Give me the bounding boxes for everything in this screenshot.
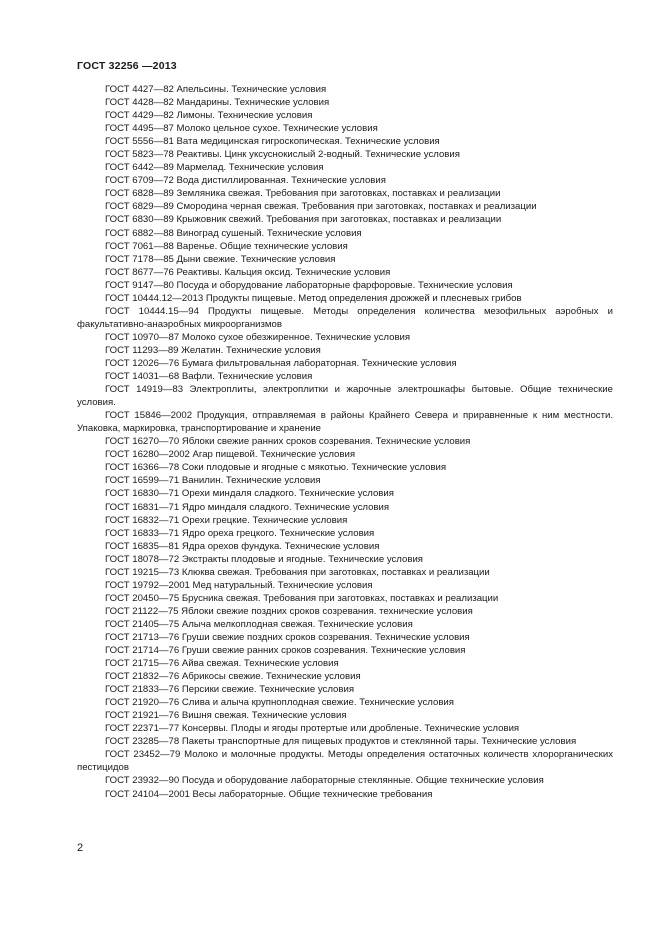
reference-item: ГОСТ 21715—76 Айва свежая. Технические условия: [105, 658, 339, 670]
reference-item: ГОСТ 6442—89 Мармелад. Технические условия: [105, 162, 324, 174]
reference-item: ГОСТ 16599—71 Ванилин. Технические условия: [105, 475, 321, 487]
reference-item: ГОСТ 23932—90 Посуда и оборудование лабораторные стеклянные. Общие технические условия: [105, 775, 544, 787]
page-number: 2: [77, 842, 84, 854]
reference-item: ГОСТ 21122—75 Яблоки свежие поздних сроков созревания. технические условия: [105, 605, 473, 617]
reference-item: ГОСТ 14031—68 Вафли. Технические условия: [105, 371, 313, 383]
reference-item: ГОСТ 16280—2002 Агар пищевой. Технические условия: [105, 449, 356, 461]
reference-item: ГОСТ 6828—89 Земляника свежая. Требования при заготовках, поставках и реализации: [105, 188, 501, 200]
reference-item: ГОСТ 18078—72 Экстракты плодовые и ягодные. Технические условия: [105, 553, 423, 565]
reference-item: ГОСТ 5823—78 Реактивы. Цинк уксуснокислый 2-водный. Технические условия: [105, 149, 460, 161]
reference-item: ГОСТ 16832—71 Орехи грецкие. Технические условия: [105, 514, 348, 526]
reference-item: ГОСТ 19215—73 Клюква свежая. Требования при заготовках, поставках и реализации: [105, 566, 490, 578]
reference-item: ГОСТ 6709—72 Вода дистиллированная. Технические условия: [105, 175, 386, 187]
reference-item: ГОСТ 4429—82 Лимоны. Технические условия: [105, 110, 313, 122]
reference-item: ГОСТ 6830—89 Крыжовник свежий. Требования при заготовках, поставках и реализации: [105, 214, 502, 226]
reference-item: ГОСТ 4495—87 Молоко цельное сухое. Технические условия: [105, 123, 378, 135]
reference-item: ГОСТ 7061—88 Варенье. Общие технические условия: [105, 240, 348, 252]
reference-item: ГОСТ 10444.15—94 Продукты пищевые. Методы определения количества мезофильных аэробных и факультативно-анаэробных микроорганизмов: [77, 305, 613, 330]
reference-item: ГОСТ 15846—2002 Продукция, отправляемая в районы Крайнего Севера и приравненные к ним местности. Упаковка, маркировка, транспортирование и хранение: [77, 410, 613, 435]
reference-item: ГОСТ 24104—2001 Весы лабораторные. Общие технические требования: [105, 788, 433, 800]
reference-item: ГОСТ 16270—70 Яблоки свежие ранних сроков созревания. Технические условия: [105, 436, 471, 448]
reference-item: ГОСТ 21713—76 Груши свежие поздних сроков созревания. Технические условия: [105, 631, 470, 643]
reference-item: ГОСТ 19792—2001 Мед натуральный. Технические условия: [105, 579, 373, 591]
reference-item: ГОСТ 21833—76 Персики свежие. Технические условия: [105, 684, 355, 696]
reference-item: ГОСТ 16835—81 Ядра орехов фундука. Технические условия: [105, 540, 380, 552]
reference-item: ГОСТ 16831—71 Ядро миндаля сладкого. Технические условия: [105, 501, 390, 513]
reference-item: ГОСТ 5556—81 Вата медицинская гигроскопическая. Технические условия: [105, 136, 440, 148]
reference-item: ГОСТ 9147—80 Посуда и оборудование лабораторные фарфоровые. Технические условия: [105, 279, 513, 291]
reference-item: ГОСТ 4428—82 Мандарины. Технические условия: [105, 97, 330, 109]
reference-item: ГОСТ 12026—76 Бумага фильтровальная лабораторная. Технические условия: [105, 357, 457, 369]
reference-item: ГОСТ 4427—82 Апельсины. Технические условия: [105, 84, 327, 95]
normative-references-list: [77, 83, 613, 801]
reference-item: ГОСТ 21405—75 Алыча мелкоплодная свежая. Технические условия: [105, 618, 413, 630]
reference-item: ГОСТ 23285—78 Пакеты транспортные для пищевых продуктов и стеклянной тары. Технические условия: [105, 736, 577, 748]
reference-item: ГОСТ 20450—75 Брусника свежая. Требования при заготовках, поставках и реализации: [105, 592, 499, 604]
reference-item: ГОСТ 16833—71 Ядро ореха грецкого. Технические условия: [105, 527, 375, 539]
reference-item: ГОСТ 21921—76 Вишня свежая. Технические условия: [105, 710, 347, 722]
reference-item: ГОСТ 8677—76 Реактивы. Кальция оксид. Технические условия: [105, 266, 391, 278]
reference-item: ГОСТ 6882—88 Виноград сушеный. Технические условия: [105, 227, 362, 239]
reference-item: ГОСТ 23452—79 Молоко и молочные продукты. Методы определения остаточных количеств хлорорганических пестицидов: [77, 749, 613, 774]
reference-item: ГОСТ 22371—77 Консервы. Плоды и ягоды протертые или дробленые. Технические условия: [105, 723, 520, 735]
reference-item: ГОСТ 16830—71 Орехи миндаля сладкого. Технические условия: [105, 488, 394, 500]
reference-item: ГОСТ 21714—76 Груши свежие ранних сроков созревания. Технические условия: [105, 645, 466, 657]
reference-item: ГОСТ 7178—85 Дыни свежие. Технические условия: [105, 253, 336, 265]
reference-item: ГОСТ 16366—78 Соки плодовые и ягодные с мякотью. Технические условия: [105, 462, 447, 474]
reference-item: ГОСТ 21832—76 Абрикосы свежие. Технические условия: [105, 671, 361, 683]
reference-item: ГОСТ 10444.12—2013 Продукты пищевые. Метод определения дрожжей и плесневых грибов: [105, 292, 522, 304]
reference-item: ГОСТ 14919—83 Электроплиты, электроплитки и жарочные электрошкафы бытовые. Общие технические условия.: [77, 384, 613, 409]
reference-item: ГОСТ 6829—89 Смородина черная свежая. Требования при заготовках, поставках и реализации: [105, 201, 537, 213]
reference-item: ГОСТ 11293—89 Желатин. Технические условия: [105, 344, 321, 356]
reference-item: ГОСТ 10970—87 Молоко сухое обезжиренное. Технические условия: [105, 331, 411, 343]
page-header-title: ГОСТ 32256 —2013: [77, 60, 177, 72]
reference-item: ГОСТ 21920—76 Слива и алыча крупноплодная свежие. Технические условия: [105, 697, 454, 709]
